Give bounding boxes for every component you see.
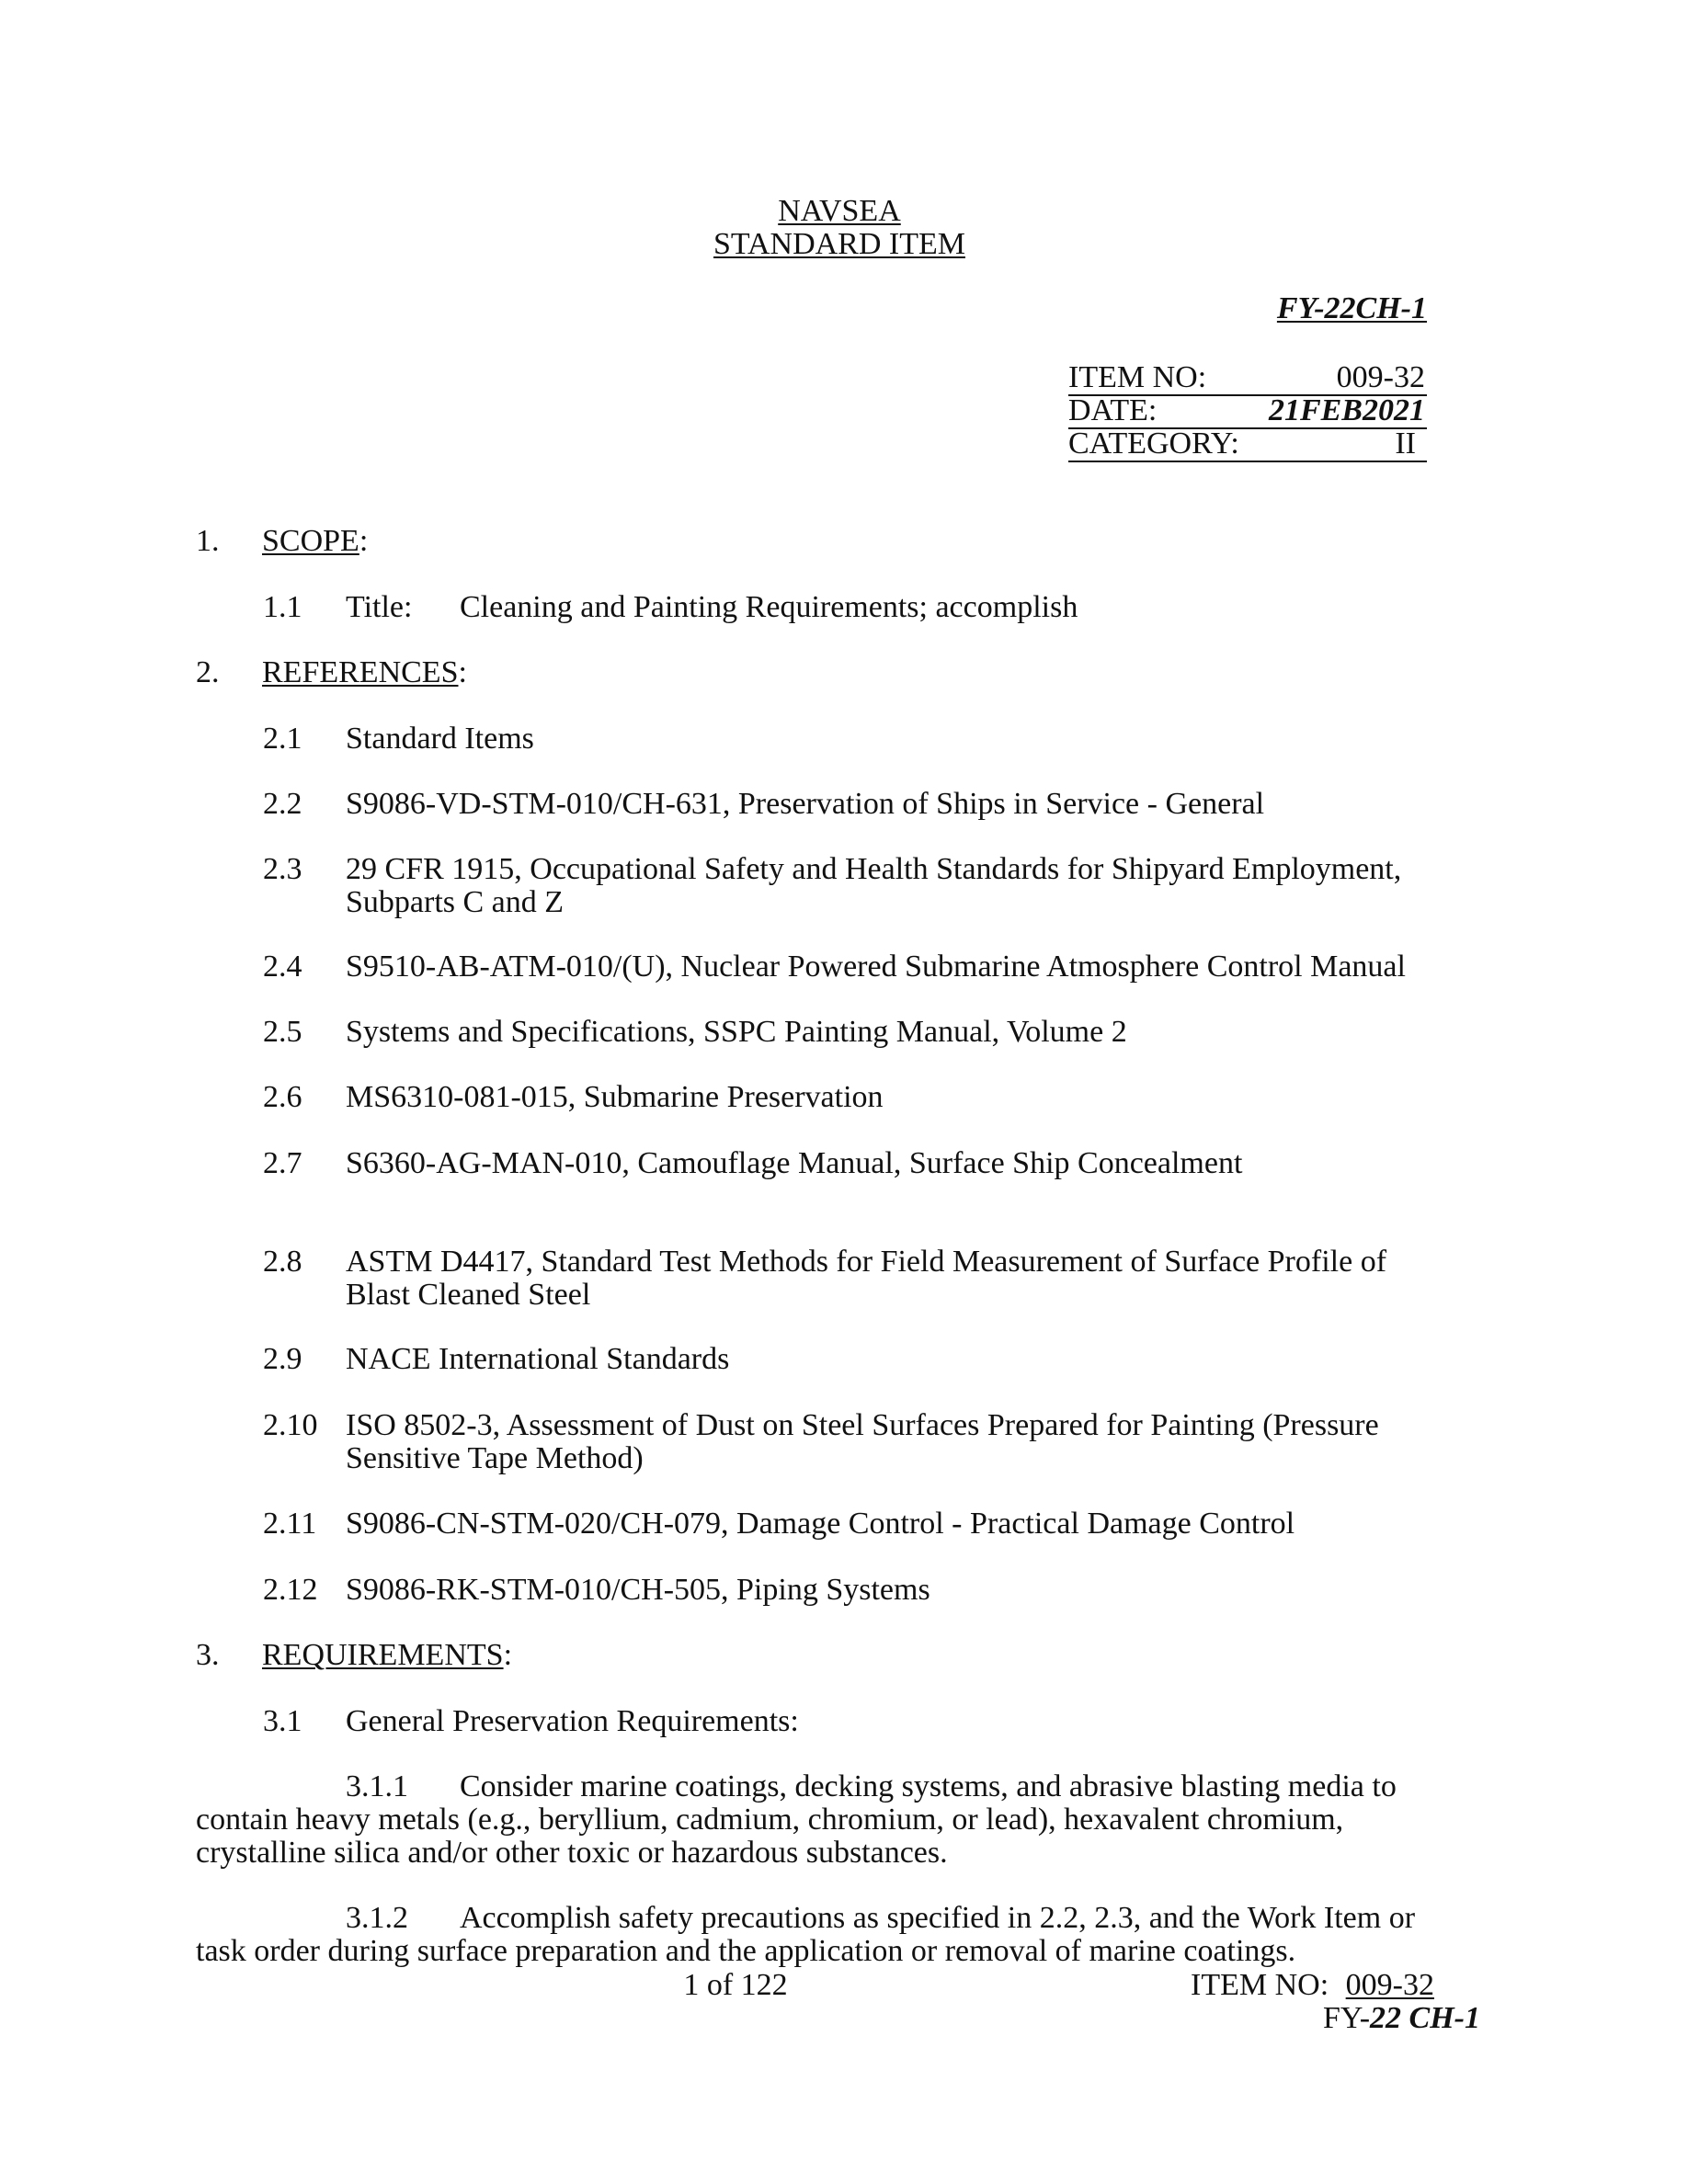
paragraph-number: 3.1.2	[346, 1901, 408, 1935]
paragraph-line: crystalline silica and/or other toxic or hazardous substances.	[196, 1836, 948, 1870]
title-label: Title:	[346, 590, 413, 624]
reference-number: 2.3	[263, 852, 302, 886]
reference-text: ISO 8502-3, Assessment of Dust on Steel Surfaces Prepared for Painting (Pressure	[346, 1408, 1379, 1442]
reference-text: Systems and Specifications, SSPC Painting Manual, Volume 2	[346, 1015, 1127, 1049]
subsection-number: 3.1	[263, 1704, 302, 1738]
date-field	[1068, 394, 1427, 429]
item-no-label: ITEM NO:	[1068, 360, 1207, 394]
reference-number: 2.7	[263, 1146, 302, 1180]
header-doc-type: STANDARD ITEM	[713, 227, 965, 261]
reference-text-cont: Subparts C and Z	[346, 885, 565, 919]
reference-text: S6360-AG-MAN-010, Camouflage Manual, Surface Ship Concealment	[346, 1146, 1243, 1180]
category-value: II	[1395, 427, 1416, 461]
footer-fy-suffix: 22 CH-1	[1370, 2001, 1480, 2035]
category-field	[1068, 427, 1427, 462]
reference-text: NACE International Standards	[346, 1342, 730, 1376]
reference-text: MS6310-081-015, Submarine Preservation	[346, 1080, 884, 1114]
footer-fiscal-year	[1323, 2002, 1480, 2035]
reference-text: Standard Items	[346, 722, 534, 756]
title-text: Cleaning and Painting Requirements; accomplish	[460, 590, 1078, 624]
reference-number: 2.1	[263, 722, 302, 756]
reference-text-cont: Blast Cleaned Steel	[346, 1278, 591, 1312]
date-value: 21FEB2021	[1268, 393, 1425, 427]
paragraph-line: Accomplish safety precautions as specified in 2.2, 2.3, and the Work Item or	[460, 1901, 1416, 1935]
reference-text: S9086-RK-STM-010/CH-505, Piping Systems	[346, 1573, 930, 1607]
reference-text: ASTM D4417, Standard Test Methods for Field Measurement of Surface Profile of	[346, 1245, 1387, 1279]
paragraph-number: 3.1.1	[346, 1769, 408, 1803]
header-org: NAVSEA	[778, 194, 901, 228]
reference-number: 2.11	[263, 1507, 317, 1541]
reference-text: S9086-CN-STM-020/CH-079, Damage Control - Practical Damage Control	[346, 1507, 1295, 1541]
date-label: DATE:	[1068, 393, 1158, 427]
paragraph-line: contain heavy metals (e.g., beryllium, cadmium, chromium, or lead), hexavalent chromium,	[196, 1803, 1344, 1837]
reference-text: S9086-VD-STM-010/CH-631, Preservation of Ships in Service - General	[346, 787, 1265, 821]
reference-number: 2.2	[263, 787, 302, 821]
item-number: 1.1	[263, 590, 302, 624]
item-no-field	[1068, 361, 1427, 396]
subsection-text: General Preservation Requirements:	[346, 1704, 799, 1738]
fiscal-year: FY-22CH-1	[1276, 291, 1427, 325]
reference-number: 2.12	[263, 1573, 318, 1607]
section-number: 1.	[196, 524, 220, 558]
footer-item-no-label: ITEM NO:	[1191, 1968, 1329, 2002]
paragraph-line: Consider marine coatings, decking systems, and abrasive blasting media to	[460, 1769, 1397, 1803]
section-heading: REFERENCES:	[262, 655, 467, 689]
paragraph-line: task order during surface preparation and the application or removal of marine coatings.	[196, 1934, 1296, 1968]
reference-text: 29 CFR 1915, Occupational Safety and Health Standards for Shipyard Employment,	[346, 852, 1402, 886]
footer-item-no	[1191, 1969, 1434, 2002]
reference-number: 2.5	[263, 1015, 302, 1049]
reference-number: 2.9	[263, 1342, 302, 1376]
section-heading: REQUIREMENTS:	[262, 1638, 513, 1672]
reference-number: 2.10	[263, 1408, 318, 1442]
page-number: 1 of 122	[683, 1968, 788, 2002]
reference-text-cont: Sensitive Tape Method)	[346, 1441, 644, 1475]
section-number: 3.	[196, 1638, 220, 1672]
item-no-value: 009-32	[1336, 360, 1425, 394]
section-number: 2.	[196, 655, 220, 689]
footer-item-no-value: 009-32	[1345, 1968, 1434, 2002]
footer-fy-prefix: FY-	[1323, 2001, 1371, 2035]
reference-number: 2.6	[263, 1080, 302, 1114]
reference-number: 2.8	[263, 1245, 302, 1279]
category-label: CATEGORY:	[1068, 427, 1239, 461]
reference-text: S9510-AB-ATM-010/(U), Nuclear Powered Submarine Atmosphere Control Manual	[346, 950, 1406, 984]
section-heading: SCOPE:	[262, 524, 369, 558]
reference-number: 2.4	[263, 950, 302, 984]
